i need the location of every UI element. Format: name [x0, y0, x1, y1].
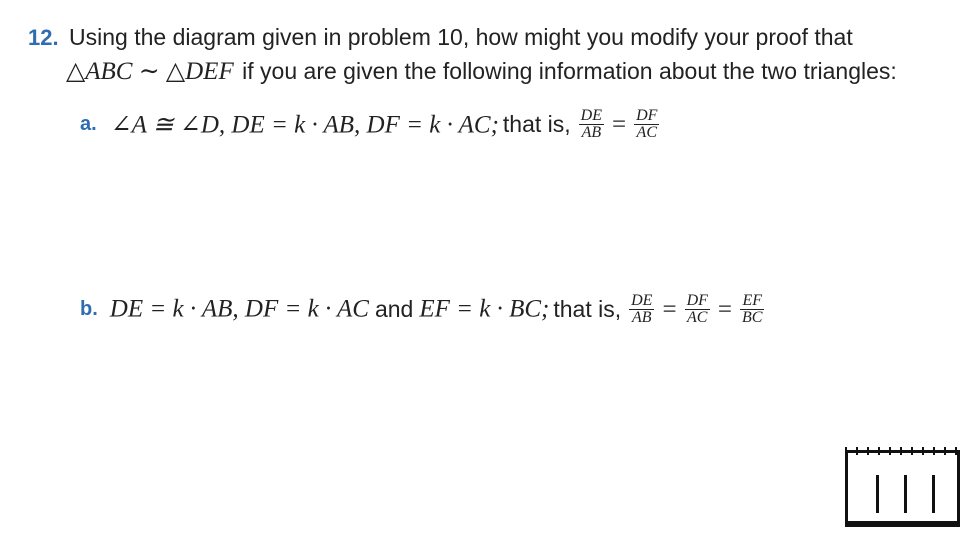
- part-b-math-1: DE = k · AB, DF = k · AC: [109, 295, 369, 323]
- part-a: [80, 108, 661, 141]
- part-b-frac1-den: AB: [632, 309, 652, 326]
- part-b-frac3-den: BC: [742, 309, 763, 326]
- problem-number: 12.: [28, 25, 59, 50]
- part-a-frac1-den: AB: [581, 124, 602, 141]
- part-a-frac2-num: DF: [636, 107, 658, 124]
- icon-shadow: [845, 521, 960, 527]
- part-b-frac1-num: DE: [631, 292, 653, 309]
- problem-header: [28, 24, 853, 51]
- part-a-label: a.: [80, 113, 97, 135]
- part-a-frac1-num: DE: [580, 107, 602, 124]
- part-b-and: and: [374, 296, 414, 322]
- problem-text-line1: Using the diagram given in problem 10, how might you modify your proof that: [69, 24, 853, 50]
- pen-tool-icon[interactable]: [845, 450, 960, 525]
- similarity-statement: △ABC ∼ △DEF: [66, 58, 234, 85]
- part-b-equals-1: =: [662, 295, 677, 323]
- problem-line2: [66, 56, 897, 86]
- part-b-fraction-2: [685, 293, 710, 326]
- part-b-frac2-den: AC: [687, 309, 708, 326]
- part-b: [80, 293, 766, 326]
- part-b-fraction-3: [740, 293, 764, 326]
- part-b-equals-2: =: [717, 295, 732, 323]
- part-a-equals: =: [612, 110, 627, 138]
- part-a-text: that is,: [502, 111, 571, 137]
- problem-text-line2: if you are given the following information about the two triangles:: [242, 58, 897, 84]
- part-a-math: ∠A ≅ ∠D, DE = k · AB, DF = k · AC;: [110, 111, 499, 139]
- part-a-fraction-1: [579, 108, 604, 141]
- part-a-fraction-2: [634, 108, 659, 141]
- part-b-text: that is,: [553, 296, 622, 322]
- notebook-lines: [876, 475, 936, 513]
- part-b-math-2: EF = k · BC;: [419, 295, 550, 323]
- part-b-fraction-1: [629, 293, 654, 326]
- part-a-frac2-den: AC: [636, 124, 657, 141]
- part-b-frac3-num: EF: [740, 293, 764, 310]
- notebook-binding-ticks: [845, 447, 960, 455]
- part-b-frac2-num: DF: [686, 292, 708, 309]
- part-b-label: b.: [80, 298, 98, 320]
